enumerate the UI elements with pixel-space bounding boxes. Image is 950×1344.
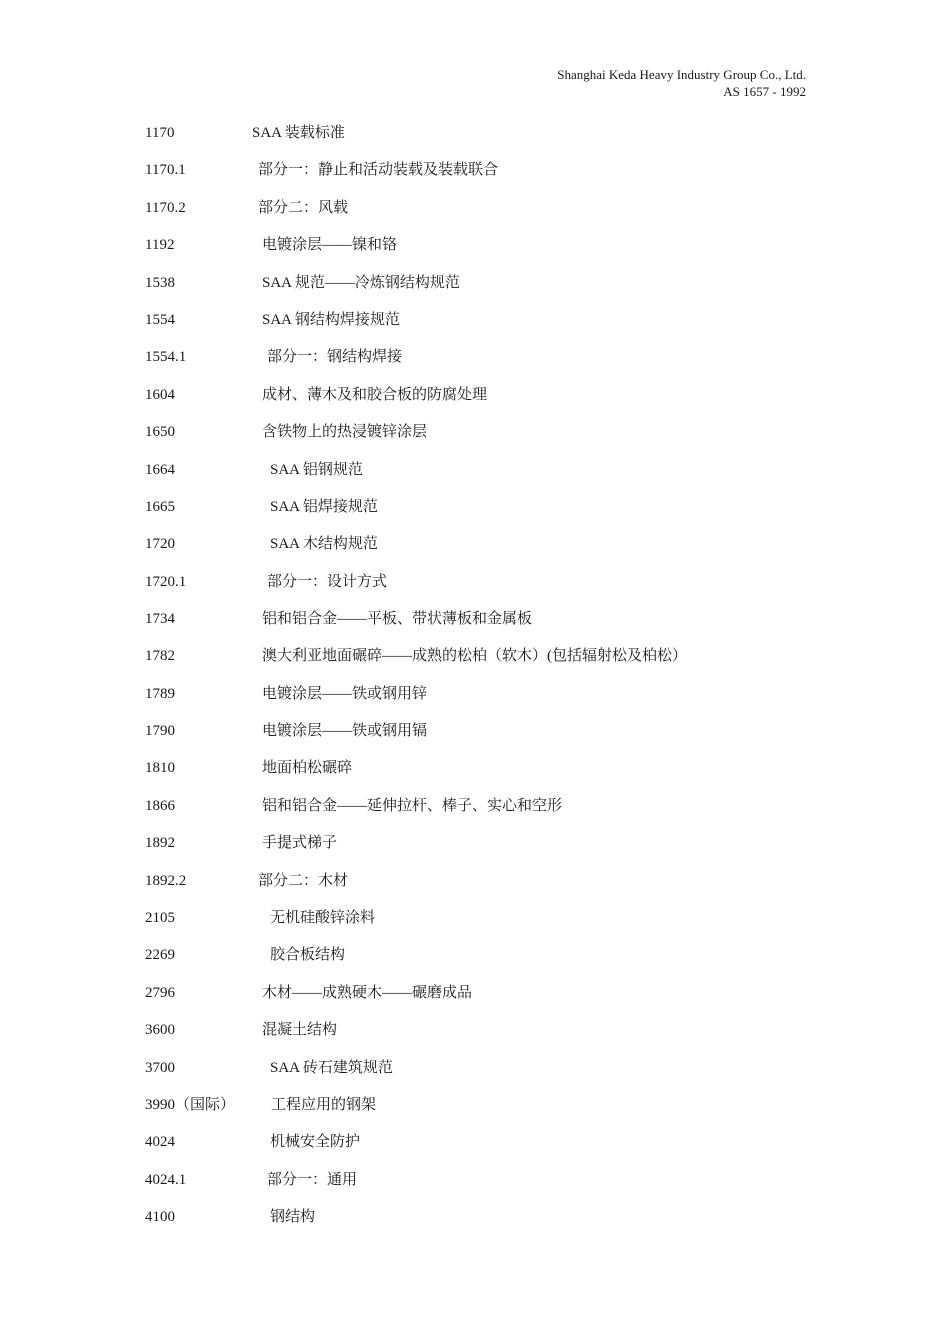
list-item — [0, 831, 950, 855]
standard-title: 钢结构 — [270, 1209, 316, 1225]
list-item — [0, 1056, 950, 1080]
page-header — [557, 66, 806, 100]
standard-title: 木材——成熟硬木——碾磨成品 — [262, 985, 473, 1001]
list-item — [0, 158, 950, 182]
standard-code: 2796 — [145, 985, 175, 1001]
standard-code: 1810 — [145, 760, 175, 776]
standard-title: 部分一：通用 — [267, 1172, 358, 1188]
standard-code: 1192 — [145, 237, 175, 253]
list-item — [0, 1168, 950, 1192]
list-item — [0, 570, 950, 594]
list-item — [0, 271, 950, 295]
list-item — [0, 1205, 950, 1229]
standard-title: 铝和铝合金——延伸拉杆、棒子、实心和空形 — [262, 798, 563, 814]
standard-code: 3990（国际） — [145, 1097, 236, 1113]
list-item — [0, 869, 950, 893]
list-item — [0, 420, 950, 444]
list-item — [0, 644, 950, 668]
standard-code: 2105 — [145, 910, 175, 926]
standard-code: 1866 — [145, 798, 175, 814]
standard-title: SAA 砖石建筑规范 — [270, 1060, 393, 1076]
standard-number: AS 1657 - 1992 — [723, 84, 806, 99]
standard-code: 1664 — [145, 462, 175, 478]
list-item — [0, 719, 950, 743]
standard-title: 部分一：设计方式 — [267, 574, 388, 590]
standard-code: 1782 — [145, 648, 175, 664]
standard-code: 1554 — [145, 312, 175, 328]
standard-code: 1665 — [145, 499, 175, 515]
standard-title: 部分一：静止和活动装载及装载联合 — [258, 162, 499, 178]
standard-title: 机械安全防护 — [270, 1134, 361, 1150]
list-item — [0, 1018, 950, 1042]
standard-code: 1170.1 — [145, 162, 186, 178]
standard-title: 电镀涂层——铁或钢用锌 — [262, 686, 428, 702]
list-item — [0, 981, 950, 1005]
standard-title: 电镀涂层——镍和铬 — [262, 237, 398, 253]
standard-code: 1170.2 — [145, 200, 186, 216]
list-item — [0, 607, 950, 631]
standard-code: 4024 — [145, 1134, 175, 1150]
company-name: Shanghai Keda Heavy Industry Group Co., Ltd. — [557, 67, 806, 82]
list-item — [0, 121, 950, 145]
standard-title: SAA 木结构规范 — [270, 536, 378, 552]
standard-title: 地面柏松碾碎 — [262, 760, 353, 776]
standard-code: 1538 — [145, 275, 175, 291]
standard-code: 4024.1 — [145, 1172, 187, 1188]
standard-code: 1650 — [145, 424, 175, 440]
list-item — [0, 196, 950, 220]
standard-code: 2269 — [145, 947, 175, 963]
standard-code: 1892 — [145, 835, 175, 851]
standard-title: SAA 规范——冷炼钢结构规范 — [262, 275, 460, 291]
standard-title: 部分一：钢结构焊接 — [267, 349, 403, 365]
list-item — [0, 1130, 950, 1154]
list-item — [0, 458, 950, 482]
standard-code: 1170 — [145, 125, 175, 141]
standard-title: 铝和铝合金——平板、带状薄板和金属板 — [262, 611, 533, 627]
standard-title: SAA 装载标准 — [252, 125, 345, 141]
list-item — [0, 383, 950, 407]
standard-title: 电镀涂层——铁或钢用镉 — [262, 723, 428, 739]
standard-title: 成材、薄木及和胶合板的防腐处理 — [262, 387, 488, 403]
standard-code: 1789 — [145, 686, 175, 702]
standard-title: 工程应用的钢架 — [271, 1097, 377, 1113]
list-item — [0, 308, 950, 332]
standard-title: SAA 铝焊接规范 — [270, 499, 378, 515]
standard-title: 澳大利亚地面碾碎——成熟的松柏（软木）(包括辐射松及柏松） — [262, 648, 687, 664]
standard-title: 部分二：木材 — [258, 873, 349, 889]
standard-code: 4100 — [145, 1209, 175, 1225]
standard-code: 1892.2 — [145, 873, 187, 889]
standard-title: 手提式梯子 — [262, 835, 338, 851]
list-item — [0, 756, 950, 780]
standard-code: 1790 — [145, 723, 175, 739]
standard-code: 1720 — [145, 536, 175, 552]
standard-code: 3600 — [145, 1022, 175, 1038]
list-item — [0, 495, 950, 519]
standard-title: 混凝土结构 — [262, 1022, 338, 1038]
list-item — [0, 345, 950, 369]
standard-title: SAA 钢结构焊接规范 — [262, 312, 400, 328]
standard-code: 3700 — [145, 1060, 175, 1076]
standard-title: 部分二：风载 — [258, 200, 349, 216]
list-item — [0, 233, 950, 257]
standard-code: 1734 — [145, 611, 175, 627]
list-item — [0, 794, 950, 818]
standard-title: 含铁物上的热浸镀锌涂层 — [262, 424, 428, 440]
standard-title: SAA 铝钢规范 — [270, 462, 363, 478]
standard-code: 1604 — [145, 387, 175, 403]
standard-code: 1720.1 — [145, 574, 187, 590]
list-item — [0, 532, 950, 556]
list-item — [0, 1093, 950, 1117]
standard-code: 1554.1 — [145, 349, 187, 365]
list-item — [0, 943, 950, 967]
list-item — [0, 682, 950, 706]
standard-title: 无机硅酸锌涂料 — [270, 910, 376, 926]
standard-title: 胶合板结构 — [270, 947, 346, 963]
list-item — [0, 906, 950, 930]
